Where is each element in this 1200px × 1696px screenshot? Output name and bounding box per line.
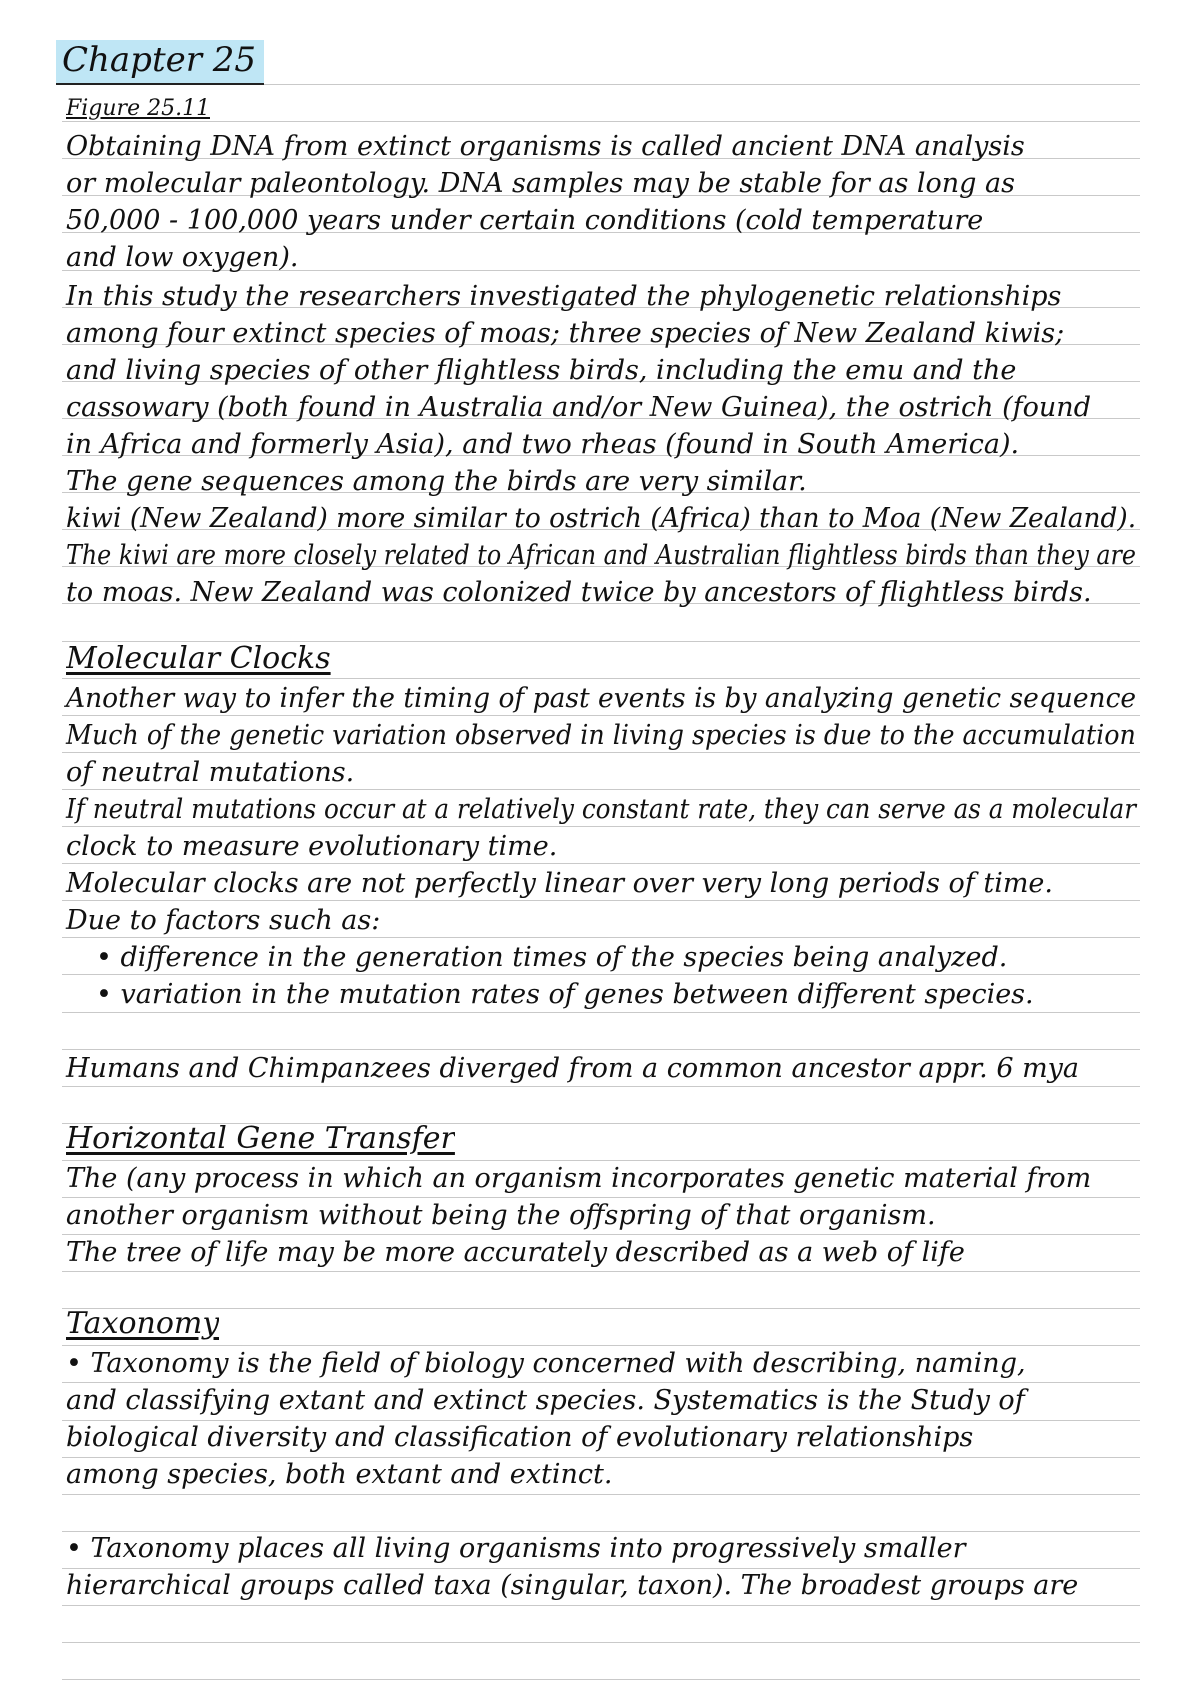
note-line: hierarchical groups called taxa (singular, taxon). The broadest groups are [66, 1570, 1079, 1601]
ruled-line [62, 678, 1140, 679]
note-line: biological diversity and classification of evolutionary relationships [66, 1422, 974, 1453]
note-line: among species, both extant and extinct. [66, 1459, 613, 1490]
ruled-line [62, 1494, 1140, 1495]
chapter-title: Chapter 25 [56, 40, 264, 85]
ruled-line [62, 1308, 1140, 1309]
note-line: or molecular paleontology. DNA samples may be stable for as long as [66, 168, 1015, 199]
note-line: Due to factors such as: [66, 905, 381, 936]
ruled-line [62, 1679, 1140, 1680]
ruled-line [62, 121, 1140, 122]
note-line: among four extinct species of moas; three species of New Zealand kiwis; [66, 318, 1065, 349]
note-line: Humans and Chimpanzees diverged from a common ancestor appr. 6 mya [66, 1053, 1080, 1084]
note-line: to moas. New Zealand was colonized twice by ancestors of flightless birds. [66, 577, 1092, 608]
note-line: The kiwi are more closely related to African and Australian flightless birds than they are [66, 540, 1136, 571]
note-line: and low oxygen). [66, 242, 299, 273]
note-line: Much of the genetic variation observed in living species is due to the accumulation [66, 720, 1136, 751]
note-line: of neutral mutations. [66, 757, 355, 788]
note-line: Another way to infer the timing of past events is by analyzing genetic sequence [66, 683, 1137, 714]
note-line: 50,000 - 100,000 years under certain conditions (cold temperature [66, 205, 984, 236]
section-heading-taxonomy: Taxonomy [66, 1306, 220, 1341]
note-line: The tree of life may be more accurately described as a web of life [66, 1237, 965, 1268]
note-line: If neutral mutations occur at a relatively constant rate, they can serve as a molecular [66, 794, 1137, 825]
ruled-line [62, 1605, 1140, 1606]
note-line: and classifying extant and extinct species. Systematics is the Study of [66, 1385, 1025, 1416]
bullet-item: • variation in the mutation rates of genes between different species. [96, 979, 1034, 1010]
note-line: Molecular clocks are not perfectly linear over very long periods of time. [66, 868, 1053, 899]
section-heading-molecular-clocks: Molecular Clocks [66, 641, 331, 676]
note-line: In this study the researchers investigated the phylogenetic relationships [66, 281, 1062, 312]
ruled-line [62, 1642, 1140, 1643]
ruled-line [62, 1271, 1140, 1272]
note-line: Obtaining DNA from extinct organisms is called ancient DNA analysis [66, 131, 1025, 162]
note-line: clock to measure evolutionary time. [66, 831, 558, 862]
note-line: The (any process in which an organism incorporates genetic material from [66, 1163, 1092, 1194]
note-line: • Taxonomy is the field of biology concerned with describing, naming, [66, 1348, 1026, 1379]
figure-reference: Figure 25.11 [66, 96, 211, 121]
note-line: kiwi (New Zealand) more similar to ostrich (Africa) than to Moa (New Zealand). [66, 503, 1137, 534]
note-line: cassowary (both found in Australia and/or New Guinea), the ostrich (found [66, 392, 1091, 423]
note-line: in Africa and formerly Asia), and two rheas (found in South America). [66, 429, 1020, 460]
section-heading-horizontal-gene-transfer: Horizontal Gene Transfer [66, 1121, 455, 1156]
note-line: and living species of other flightless birds, including the emu and the [66, 355, 1017, 386]
note-line: • Taxonomy places all living organisms into progressively smaller [66, 1533, 966, 1564]
bullet-item: • difference in the generation times of the species being analyzed. [96, 942, 1008, 973]
note-line: another organism without being the offspring of that organism. [66, 1200, 936, 1231]
note-line: The gene sequences among the birds are very similar. [66, 466, 807, 497]
